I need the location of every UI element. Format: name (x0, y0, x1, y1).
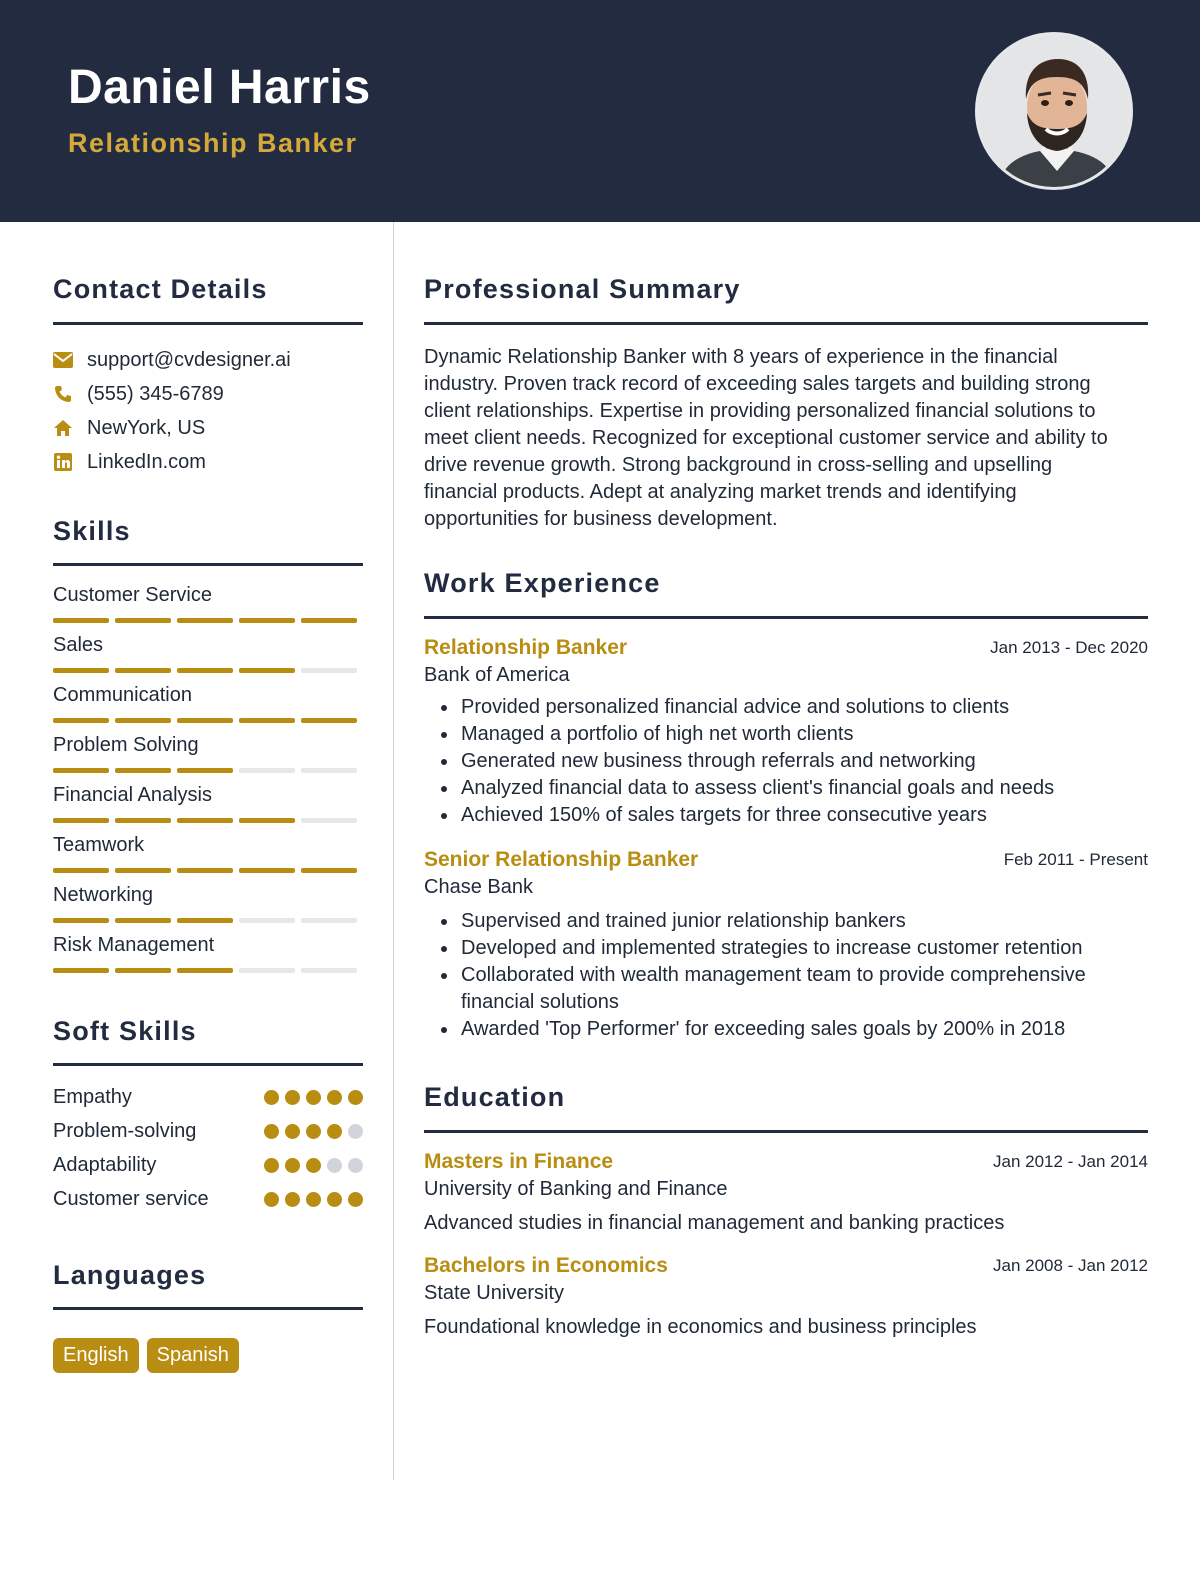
summary-section-rule (424, 322, 1148, 325)
skill-bar-segment-filled (115, 818, 171, 823)
rating-dot-filled (327, 1192, 342, 1207)
job-bullet: Awarded 'Top Performer' for exceeding sales goals by 200% in 2018 (424, 1016, 1124, 1043)
languages-list (53, 1338, 239, 1373)
skill-level-bar (53, 718, 357, 723)
skill-bar-segment-empty (239, 768, 295, 773)
contact-email-text: support@cvdesigner.ai (87, 348, 291, 371)
envelope-icon (53, 350, 73, 370)
soft-skill-item (53, 1152, 363, 1180)
experience-section-title: Work Experience (424, 568, 661, 598)
skill-bar-segment-filled (115, 768, 171, 773)
rating-dot-filled (306, 1090, 321, 1105)
soft-skill-rating (264, 1192, 363, 1207)
soft-skill-label: Problem-solving (53, 1120, 197, 1142)
job-bullets (424, 908, 1124, 1043)
skill-bar-segment-filled (177, 868, 233, 873)
summary-line: financial products. Adept at analyzing market trends and identifying (424, 481, 1017, 503)
skill-level-bar (53, 768, 357, 773)
contact-section-rule (53, 322, 363, 325)
skill-bar-segment-filled (177, 818, 233, 823)
rating-dot-filled (285, 1158, 300, 1173)
education-description: Advanced studies in financial management and banking practices (424, 1212, 1005, 1234)
skill-bar-segment-filled (239, 818, 295, 823)
skill-bar-segment-filled (177, 968, 233, 973)
skill-bar-segment-filled (53, 968, 109, 973)
home-icon (53, 418, 73, 438)
skill-item (53, 784, 363, 807)
job-company: Chase Bank (424, 876, 533, 898)
job-bullet: Analyzed financial data to assess client's financial goals and needs (424, 775, 1148, 802)
soft-skills-section-title: Soft Skills (53, 1016, 197, 1046)
skill-label: Sales (53, 634, 104, 656)
summary-line: drive revenue growth. Strong background in cross-selling and upselling (424, 454, 1053, 476)
soft-skill-item (53, 1084, 363, 1112)
job-bullet: Collaborated with wealth management team to provide comprehensive financial solutions (424, 962, 1124, 1016)
skill-level-bar (53, 968, 357, 973)
skill-bar-segment-filled (115, 868, 171, 873)
skill-item (53, 584, 363, 607)
summary-line: industry. Proven track record of exceeding sales targets and building strong (424, 373, 1091, 395)
resume-header (0, 0, 1200, 222)
skill-item (53, 734, 363, 757)
education-dates: Jan 2012 - Jan 2014 (992, 1152, 1148, 1171)
column-divider (393, 222, 394, 1480)
contact-linkedin[interactable] (53, 448, 206, 476)
job-title: Senior Relationship Banker (424, 848, 699, 871)
soft-skill-label: Adaptability (53, 1154, 157, 1176)
skill-bar-segment-filled (177, 918, 233, 923)
skill-bar-segment-filled (239, 868, 295, 873)
skill-level-bar (53, 668, 357, 673)
rating-dot-filled (264, 1158, 279, 1173)
skill-bar-segment-filled (177, 768, 233, 773)
skill-bar-segment-filled (115, 618, 171, 623)
job-title: Relationship Banker (424, 636, 628, 659)
education-section-rule (424, 1130, 1148, 1133)
education-description: Foundational knowledge in economics and business principles (424, 1316, 977, 1338)
languages-section-title: Languages (53, 1260, 207, 1290)
skill-bar-segment-filled (53, 618, 109, 623)
job-bullet: Developed and implemented strategies to increase customer retention (424, 935, 1124, 962)
skill-item (53, 834, 363, 857)
job-entry (424, 636, 1148, 829)
language-badge: English (53, 1338, 139, 1373)
contact-phone[interactable] (53, 380, 224, 408)
education-school: University of Banking and Finance (424, 1178, 728, 1200)
summary-line: opportunities for business development. (424, 508, 778, 530)
rating-dot-filled (327, 1090, 342, 1105)
skill-bar-segment-filled (115, 968, 171, 973)
skills-section-rule (53, 563, 363, 566)
rating-dot-filled (348, 1090, 363, 1105)
candidate-role: Relationship Banker (68, 128, 358, 158)
skill-bar-segment-filled (301, 868, 357, 873)
skill-bar-segment-filled (301, 618, 357, 623)
skill-bar-segment-filled (239, 668, 295, 673)
languages-section-rule (53, 1307, 363, 1310)
skill-label: Networking (53, 884, 154, 906)
skill-bar-segment-filled (239, 618, 295, 623)
skill-bar-segment-empty (301, 668, 357, 673)
skill-item (53, 634, 363, 657)
skill-level-bar (53, 918, 357, 923)
skills-section-title: Skills (53, 516, 131, 546)
education-degree: Bachelors in Economics (424, 1254, 668, 1277)
job-bullet: Achieved 150% of sales targets for three consecutive years (424, 802, 1148, 829)
job-dates: Jan 2013 - Dec 2020 (990, 638, 1148, 657)
rating-dot-filled (306, 1158, 321, 1173)
skill-item (53, 884, 363, 907)
summary-line: Dynamic Relationship Banker with 8 years of experience in the financial (424, 346, 1058, 368)
skill-label: Customer Service (53, 584, 212, 606)
profile-photo (975, 32, 1133, 190)
skill-bar-segment-filled (115, 718, 171, 723)
language-badge: Spanish (147, 1338, 239, 1373)
skill-bar-segment-empty (301, 768, 357, 773)
skill-label: Teamwork (53, 834, 145, 856)
skill-bar-segment-empty (239, 918, 295, 923)
rating-dot-empty (327, 1158, 342, 1173)
candidate-name: Daniel Harris (68, 61, 371, 114)
rating-dot-filled (285, 1090, 300, 1105)
contact-location (53, 414, 205, 442)
rating-dot-filled (327, 1124, 342, 1139)
skill-bar-segment-filled (53, 868, 109, 873)
rating-dot-empty (348, 1124, 363, 1139)
skill-bar-segment-filled (177, 718, 233, 723)
rating-dot-filled (348, 1192, 363, 1207)
rating-dot-filled (306, 1192, 321, 1207)
education-entry (424, 1254, 1148, 1341)
education-degree: Masters in Finance (424, 1150, 614, 1173)
skill-level-bar (53, 618, 357, 623)
rating-dot-filled (264, 1192, 279, 1207)
skill-bar-segment-filled (53, 768, 109, 773)
skill-bar-segment-filled (53, 818, 109, 823)
soft-skills-section-rule (53, 1063, 363, 1066)
summary-section-title: Professional Summary (424, 274, 741, 304)
skill-bar-segment-filled (53, 668, 109, 673)
rating-dot-filled (306, 1124, 321, 1139)
skill-bar-segment-filled (177, 668, 233, 673)
skill-item (53, 684, 363, 707)
summary-text (424, 344, 1148, 533)
skill-level-bar (53, 818, 357, 823)
soft-skill-rating (264, 1124, 363, 1139)
job-bullet: Managed a portfolio of high net worth clients (424, 721, 1148, 748)
contact-section-title: Contact Details (53, 274, 268, 304)
contact-location-text: NewYork, US (87, 416, 206, 439)
skill-bar-segment-filled (177, 618, 233, 623)
skill-label: Communication (53, 684, 192, 706)
skill-bar-segment-filled (301, 718, 357, 723)
experience-section-rule (424, 616, 1148, 619)
skill-label: Risk Management (53, 934, 215, 956)
job-dates: Feb 2011 - Present (1003, 850, 1148, 869)
skill-bar-segment-filled (115, 918, 171, 923)
job-bullet: Generated new business through referrals and networking (424, 748, 1148, 775)
job-bullets (424, 694, 1148, 829)
education-section-title: Education (424, 1082, 566, 1112)
job-company: Bank of America (424, 664, 570, 686)
rating-dot-filled (264, 1090, 279, 1105)
job-bullet: Supervised and trained junior relationship bankers (424, 908, 1124, 935)
skill-bar-segment-empty (301, 818, 357, 823)
soft-skill-item (53, 1186, 363, 1214)
skill-label: Financial Analysis (53, 784, 212, 806)
rating-dot-filled (285, 1192, 300, 1207)
skill-bar-segment-filled (239, 718, 295, 723)
contact-email[interactable] (53, 346, 291, 374)
skill-level-bar (53, 868, 357, 873)
skill-bar-segment-filled (53, 718, 109, 723)
education-school: State University (424, 1282, 565, 1304)
rating-dot-filled (285, 1124, 300, 1139)
job-bullet: Provided personalized financial advice and solutions to clients (424, 694, 1148, 721)
education-entry (424, 1150, 1148, 1237)
skill-bar-segment-empty (301, 918, 357, 923)
rating-dot-filled (264, 1124, 279, 1139)
skill-bar-segment-empty (239, 968, 295, 973)
linkedin-icon (53, 452, 73, 472)
soft-skill-rating (264, 1158, 363, 1173)
summary-line: client relationships. Expertise in providing personalized financial solutions to (424, 400, 1096, 422)
summary-line: meet client needs. Recognized for exceptional customer service and ability to (424, 427, 1108, 449)
skill-item (53, 934, 363, 957)
skill-bar-segment-empty (301, 968, 357, 973)
skill-bar-segment-filled (53, 918, 109, 923)
contact-linkedin-text: LinkedIn.com (87, 450, 206, 473)
rating-dot-empty (348, 1158, 363, 1173)
job-entry (424, 848, 1148, 1043)
soft-skill-item (53, 1118, 363, 1146)
skill-label: Problem Solving (53, 734, 199, 756)
soft-skill-label: Customer service (53, 1188, 209, 1210)
soft-skill-label: Empathy (53, 1086, 132, 1108)
education-dates: Jan 2008 - Jan 2012 (992, 1256, 1148, 1275)
profile-portrait-illustration (978, 35, 1133, 190)
contact-phone-text: (555) 345-6789 (87, 382, 224, 405)
phone-icon (53, 384, 73, 404)
skill-bar-segment-filled (115, 668, 171, 673)
soft-skill-rating (264, 1090, 363, 1105)
